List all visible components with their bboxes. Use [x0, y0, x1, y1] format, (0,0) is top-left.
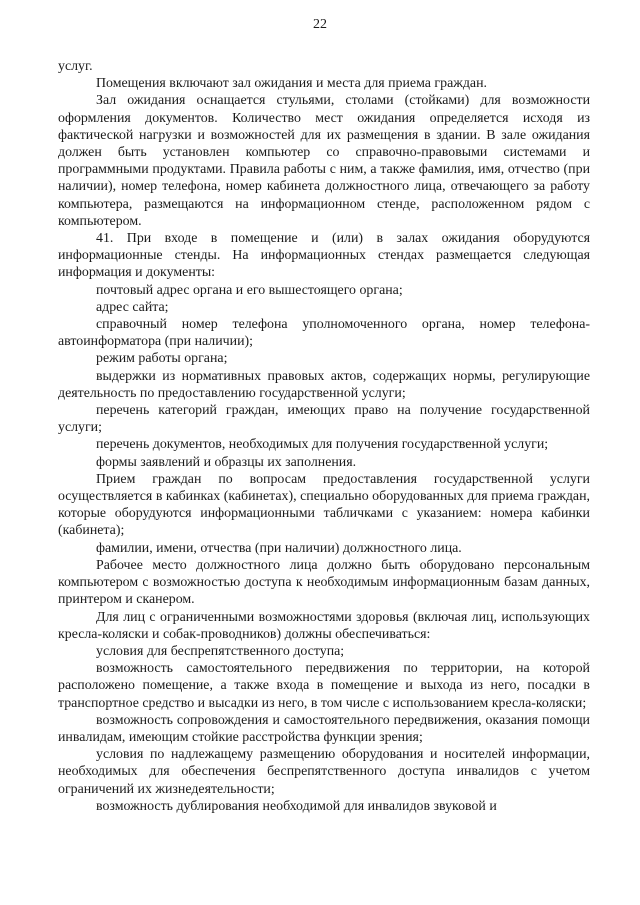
- page-number: 22: [313, 17, 327, 32]
- list-item-working-hours: режим работы органа;: [96, 351, 228, 367]
- paragraph-workplace: Рабочее место должностного лица должно быть оборудовано персональным компьютером с возможностью доступа к необходимым информационным базам данных, принтером и сканером.: [58, 557, 590, 608]
- list-item-escort-assistance: возможность сопровождения и самостоятельного передвижения, оказания помощи инвалидам, имеющим стойкие расстройства функции зрения;: [58, 712, 590, 745]
- paragraph-item-41: 41. При входе в помещение и (или) в залах ожидания оборудуются информационные стенды. На информационных стендах размещается следующая информация и документы:: [58, 231, 590, 281]
- paragraph-waiting-hall: Зал ожидания оснащается стульями, столами (стойками) для возможности оформления документов. Количество мест ожидания определяется исходя из фактической нагрузки и возможностей для их размещения в здании. В зале ожидания должен быть установлен компьютер со справочно-правовыми системами и программными продуктами. Правила работы с ним, а также фамилия, имя, отчество (при наличии), номер телефона, номер кабинета должностного лица, отвечающего за работу компьютера, размещаются на информационном стенде, расположенном рядом с компьютером.: [58, 93, 590, 229]
- paragraph-continuation: услуг.: [58, 59, 93, 74]
- paragraph-disabled-access: Для лиц с ограниченными возможностями здоровья (включая лиц, использующих кресла-коляски и собак-проводников) должны обеспечиваться:: [58, 609, 590, 642]
- paragraph-reception: Прием граждан по вопросам предоставления государственной услуги осуществляется в кабинках (кабинетах), специально оборудованных для приема граждан, которые оборудуются информационными табличками с указанием: номера кабинки (кабинета);: [58, 471, 590, 539]
- document-body: [58, 58, 590, 815]
- list-item-official-name: фамилии, имени, отчества (при наличии) должностного лица.: [96, 540, 462, 556]
- list-item-independent-movement: возможность самостоятельного передвижения по территории, на которой расположено помещение, а также входа в помещение и выхода из него, посадки в транспортное средство и высадки из него, в том числе с использованием кресла-коляски;: [58, 661, 590, 711]
- list-item-documents: перечень документов, необходимых для получения государственной услуги;: [96, 437, 549, 453]
- list-item-postal-address: почтовый адрес органа и его вышестоящего органа;: [96, 282, 403, 298]
- list-item-phone: справочный номер телефона уполномоченного органа, номер телефона-автоинформатора (при наличии);: [58, 317, 590, 350]
- list-item-citizen-categories: перечень категорий граждан, имеющих право на получение государственной услуги;: [58, 403, 590, 436]
- paragraph-premises: Помещения включают зал ожидания и места для приема граждан.: [96, 76, 487, 92]
- list-item-equipment-placement: условия по надлежащему размещению оборудования и носителей информации, необходимых для обеспечения беспрепятственного доступа инвалидов с учетом ограничений их жизнедеятельности;: [58, 747, 590, 797]
- list-item-unimpeded-access: условия для беспрепятственного доступа;: [96, 643, 345, 659]
- list-item-duplication: возможность дублирования необходимой для инвалидов звуковой и: [96, 798, 497, 814]
- list-item-forms: формы заявлений и образцы их заполнения.: [96, 454, 357, 470]
- list-item-website: адрес сайта;: [96, 299, 169, 315]
- list-item-legal-excerpts: выдержки из нормативных правовых актов, содержащих нормы, регулирующие деятельность по предоставлению государственной услуги;: [58, 368, 590, 401]
